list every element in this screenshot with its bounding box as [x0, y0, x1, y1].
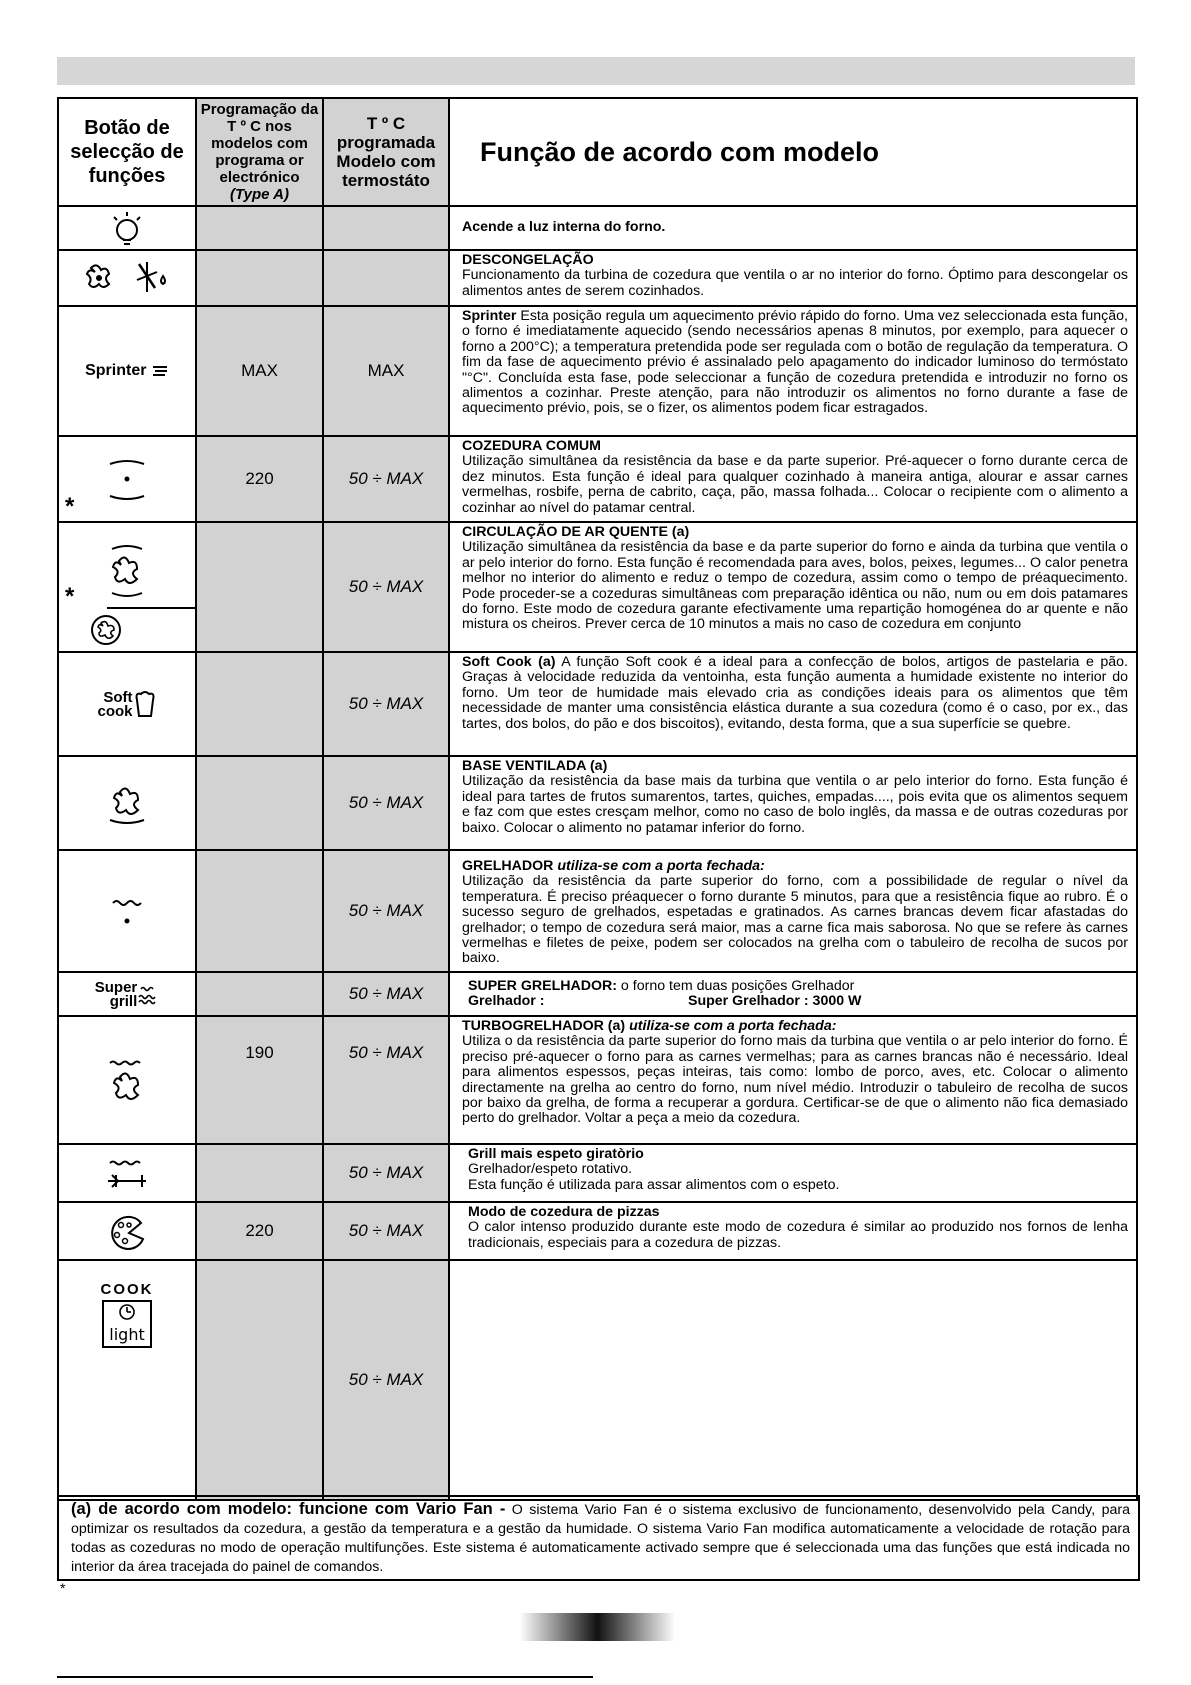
- description-title: Sprinter: [462, 308, 517, 324]
- icon-cell: [58, 756, 196, 850]
- description-text: Funcionamento da turbina de cozedura que ventila o ar no interior do forno. Óptimo para descongelar os alimentos antes de serem cozinhados.: [462, 267, 1128, 299]
- soft-cook-label-1: Soft: [103, 688, 133, 706]
- description: [449, 756, 1137, 850]
- temp-programmed: [196, 756, 323, 850]
- temp-thermostat: 50 ÷ MAX: [323, 1016, 449, 1144]
- temp-programmed: [196, 652, 323, 756]
- table-row: [58, 206, 1137, 250]
- note-text: O sistema Vario Fan é o sistema exclusivo de funcionamento, desenvolvido pela Candy, para optimizar os resultados da cozedura, a gestão da temperatura e a gestão da humidade. O sistema Vario Fan modifica automaticamente a velocidade de rotação para todas as cozeduras no modo de operação multifunções. Este sistema é automaticamente activado sempre que é seleccionada uma das funções que está indicada no interior da área tracejada do painel de comandos.: [71, 1502, 1131, 1575]
- temp-programmed: [196, 972, 323, 1016]
- description-title-italic: utiliza-se com a porta fechada:: [557, 858, 765, 874]
- icon-cell: [58, 522, 196, 652]
- description: [449, 652, 1137, 756]
- temp-thermostat: 50 ÷ MAX: [323, 652, 449, 756]
- table-row: [58, 1016, 1137, 1144]
- description-text: O calor intenso produzido durante este modo de cozedura é similar ao produzido nos fornos de lenha tradicionais, especiais para a cozedura de pizzas.: [468, 1219, 1128, 1251]
- description-text: Utilização da resistência da parte superior do forno, com a possibilidade de regular o nível da temperatura. É preciso préaquecer o forno durante 5 minutos, para que a resistência fique ao rubro. É o sucesso seguro de grelhados, espetadas e gratinados. As carnes brancas devem ficar afastadas do grelhador; o tempo de cozedura será maior, mas a carne fica mais saborosa. No que se refere às carnes vermelhas e filetes de peixe, podem ser colocados na grelha com o tabuleiro de recolha de sucos por baixo.: [462, 873, 1128, 967]
- defrost-fan-icon: [77, 258, 177, 298]
- description: [449, 306, 1137, 436]
- hot-air-fan-icon: [97, 541, 157, 601]
- pizza-icon: [105, 1211, 149, 1251]
- oven-light-icon: [107, 210, 147, 246]
- fan-icon: [89, 613, 123, 647]
- description: [449, 1202, 1137, 1260]
- description-title: TURBOGRELHADOR (a): [462, 1018, 626, 1034]
- temp-thermostat: 50 ÷ MAX: [323, 756, 449, 850]
- icon-cell: [58, 306, 196, 436]
- description: [449, 1144, 1137, 1202]
- icon-cell: [58, 972, 196, 1016]
- table-row: [58, 522, 1137, 652]
- star-marker: *: [65, 583, 75, 610]
- temp-thermostat: 50 ÷ MAX: [323, 850, 449, 972]
- description-text: A função Soft cook é a ideal para a confecção de bolos, artigos de pastelaria e pão. Graças à velocidade reduzida da ventoinha, esta função aumenta a humidade existente no interior do forno. Um teor de humidade mais elevado cria as condições ideais para os alimentos que têm necessidade de manter uma consistência elástica durante a sua cozedura (como é o caso, por ex., das tartes, dos bolos, do pão e dos biscoitos), evitando, desta forma, que a sua superfície se quebre.: [462, 654, 1128, 732]
- description-title: DESCONGELAÇÃO: [462, 252, 594, 268]
- temp-programmed: 220: [196, 436, 323, 522]
- table-row: [58, 436, 1137, 522]
- fan-base-icon: [102, 778, 152, 828]
- description-title: COZEDURA COMUM: [462, 438, 601, 454]
- super-grill-icon: [137, 983, 159, 1007]
- temp-programmed: 190: [196, 1016, 323, 1144]
- page-number-bar: [520, 1613, 675, 1641]
- description: [449, 250, 1137, 306]
- table-row: [58, 250, 1137, 306]
- description-title: GRELHADOR: [462, 858, 554, 874]
- table-row: [58, 756, 1137, 850]
- temp-programmed: [196, 250, 323, 306]
- vario-fan-note: [57, 1495, 1140, 1581]
- footnote-star: *: [60, 1580, 66, 1596]
- rotisserie-icon: [102, 1153, 152, 1193]
- super-grill-power-label: Super Grelhador : 3000 W: [688, 993, 862, 1009]
- functions-table: [57, 97, 1138, 1501]
- icon-cell: [58, 1016, 196, 1144]
- cook-light-label-2: light: [109, 1325, 145, 1344]
- header-col-function-knob: Botão de selecção de funções: [58, 98, 196, 206]
- super-grill-label-2: grill: [109, 993, 138, 1010]
- icon-cell: [58, 436, 196, 522]
- description-text: Esta posição regula um aquecimento prévio rápido do forno. Uma vez seleccionada esta função, o forno é imediatamente aquecido (sendo necessários apenas 8 minutos, por exemplo, para aquecer o forno a 200°C); a temperatura pretendida pode ser regulada com o botão de regulação da temperatura. O fim da fase de aquecimento prévio é assinalado pelo apagamento do indicador luminoso do termóstato "°C". Concluída esta fase, pode seleccionar a função de cozedura pretendida e introduzir no forno os alimentos a cozinhar. Preste atenção, para não introduzir os alimentos no forno durante a fase de aquecimento prévio, pois, se o fizer, os alimentos podem ficar estragados.: [462, 308, 1128, 417]
- sprinter-icon: [151, 364, 169, 378]
- grill-label: Grelhador :: [468, 993, 545, 1009]
- bottom-rule: [57, 1676, 593, 1678]
- description: [449, 1016, 1137, 1144]
- description-text: Utilização simultânea da resistência da base e da parte superior. Pré-aquecer o forno durante cerca de dez minutos. Esta função é ideal para qualquer cozinhado à maneira antiga, alourar e assar carnes vermelhas, rosbife, perna de cabrito, caça, pão, massa folhada... Colocar o recipiente com o alimento a cozinhar ao nível do patamar central.: [462, 453, 1128, 516]
- temp-thermostat: 50 ÷ MAX: [323, 522, 449, 652]
- turbo-grill-icon: [102, 1055, 152, 1105]
- description-title: Grill mais espeto giratòrio: [468, 1146, 644, 1162]
- temp-programmed: [196, 1260, 323, 1500]
- table-row: [58, 850, 1137, 972]
- temp-thermostat: [323, 250, 449, 306]
- note-title: (a) de acordo com modelo: funcione com Vario Fan -: [71, 1500, 506, 1518]
- icon-cell: [58, 206, 196, 250]
- description-text-2: Esta função é utilizada para assar alimentos com o espeto.: [468, 1176, 840, 1193]
- description-title: CIRCULAÇÃO DE AR QUENTE (a): [462, 524, 690, 540]
- table-row: [58, 972, 1137, 1016]
- description-text: Utilização da resistência da base mais da turbina que ventila o ar pelo interior do forno. Esta função é ideal para tartes de frutos sumarentos, tartes, quiches, empadas...., pois evita que os alimentos sequem e faz com que estes cresçam melhor, como no caso de bolo inglês, da massa e de outras cozeduras por baixo. Colocar o alimento no patamar inferior do forno.: [462, 773, 1128, 836]
- table-row: [58, 1260, 1137, 1500]
- temp-thermostat: 50 ÷ MAX: [323, 972, 449, 1016]
- icon-cell: [58, 1202, 196, 1260]
- description: [449, 436, 1137, 522]
- header-col-description: Função de acordo com modelo: [449, 98, 1137, 206]
- icon-cell: [58, 250, 196, 306]
- soft-cook-icon: [133, 690, 157, 720]
- description: [449, 1260, 1137, 1500]
- super-grill-label-1: Super: [94, 979, 138, 996]
- description: [449, 206, 1137, 250]
- temp-programmed: [196, 1144, 323, 1202]
- description-text: o forno tem duas posições Grelhador: [616, 977, 855, 994]
- conventional-heating-icon: [102, 454, 152, 504]
- temp-programmed: 220: [196, 1202, 323, 1260]
- table-row: [58, 306, 1137, 436]
- temp-thermostat: 50 ÷ MAX: [323, 1202, 449, 1260]
- temp-thermostat: MAX: [323, 306, 449, 436]
- temp-programmed: MAX: [196, 306, 323, 436]
- description-text: Acende a luz interna do forno.: [462, 219, 666, 236]
- icon-cell: [58, 652, 196, 756]
- temp-programmed: [196, 522, 323, 652]
- description: [449, 850, 1137, 972]
- temp-thermostat: 50 ÷ MAX: [323, 436, 449, 522]
- header-bar: [57, 57, 1135, 85]
- description-text: Utilização simultânea da resistência da base e da parte superior do forno e ainda da turbina que ventila o ar pelo interior do forno. Esta função é recomendada para aves, bolos, peixes, legumes... O calor penetra melhor no interior do alimento e reduz o tempo de cozedura, assim como o tempo de préaquecimento. Pode proceder-se a cozeduras simultâneas com preparação idêntica ou não, num ou em dois patamares do forno. Este modo de cozedura garante efectivamente uma repartição homogénea do ar quente e não mistura os cheiros. Prever cerca de 10 minutos a mais no caso de cozedura em conjunto: [462, 539, 1128, 633]
- temp-programmed: [196, 206, 323, 250]
- description: [449, 522, 1137, 652]
- sprinter-label: Sprinter: [85, 362, 147, 379]
- description-title: Modo de cozedura de pizzas: [468, 1204, 660, 1220]
- temp-thermostat: 50 ÷ MAX: [323, 1260, 449, 1500]
- temp-programmed: [196, 850, 323, 972]
- description: [449, 972, 1137, 1016]
- description-title: Soft Cook (a): [462, 654, 556, 670]
- cook-light-icon: [102, 1300, 152, 1348]
- row-divider: [107, 607, 197, 609]
- table-header-row: [58, 98, 1137, 206]
- header-col-programmed-temp: Programação da T º C nos modelos com programa or electrónico (Type A): [196, 98, 323, 206]
- header-col-thermostat-temp: T º C programada Modelo com termostáto: [323, 98, 449, 206]
- description-title-italic: utiliza-se com a porta fechada:: [629, 1018, 837, 1034]
- star-marker: *: [65, 493, 75, 520]
- icon-cell: [58, 1260, 196, 1500]
- description-title: BASE VENTILADA (a): [462, 758, 608, 774]
- table-row: [58, 1202, 1137, 1260]
- description-title: SUPER GRELHADOR:: [468, 977, 617, 994]
- cook-light-label-1: COOK: [100, 1281, 154, 1298]
- temp-thermostat: 50 ÷ MAX: [323, 1144, 449, 1202]
- icon-cell: [58, 850, 196, 972]
- description-text: Utiliza o da resistência da parte superior do forno mais da turbina que ventila o ar pelo interior do forno. É preciso pré-aquecer o forno para as carnes vermelhas; para as carnes brancas não é necessário. Ideal para alimentos espessos, peças inteiras, tais como: lombo de porco, aves, etc. Colocar o alimento directamente na grelha ao centro do forno, num nível médio. Introduzir o tabuleiro de recolha de sucos por baixo da grelha, de forma a recuperar a gordura. Certificar-se de que o alimento não fica demasiado perto do grelhador. Voltar a peça a meio da cozedura.: [462, 1033, 1128, 1127]
- table-row: [58, 652, 1137, 756]
- grill-icon: [107, 891, 147, 931]
- temp-thermostat: [323, 206, 449, 250]
- icon-cell: [58, 1144, 196, 1202]
- description-text: Grelhador/espeto rotativo.: [468, 1161, 633, 1178]
- soft-cook-label-2: cook: [97, 702, 133, 720]
- table-row: [58, 1144, 1137, 1202]
